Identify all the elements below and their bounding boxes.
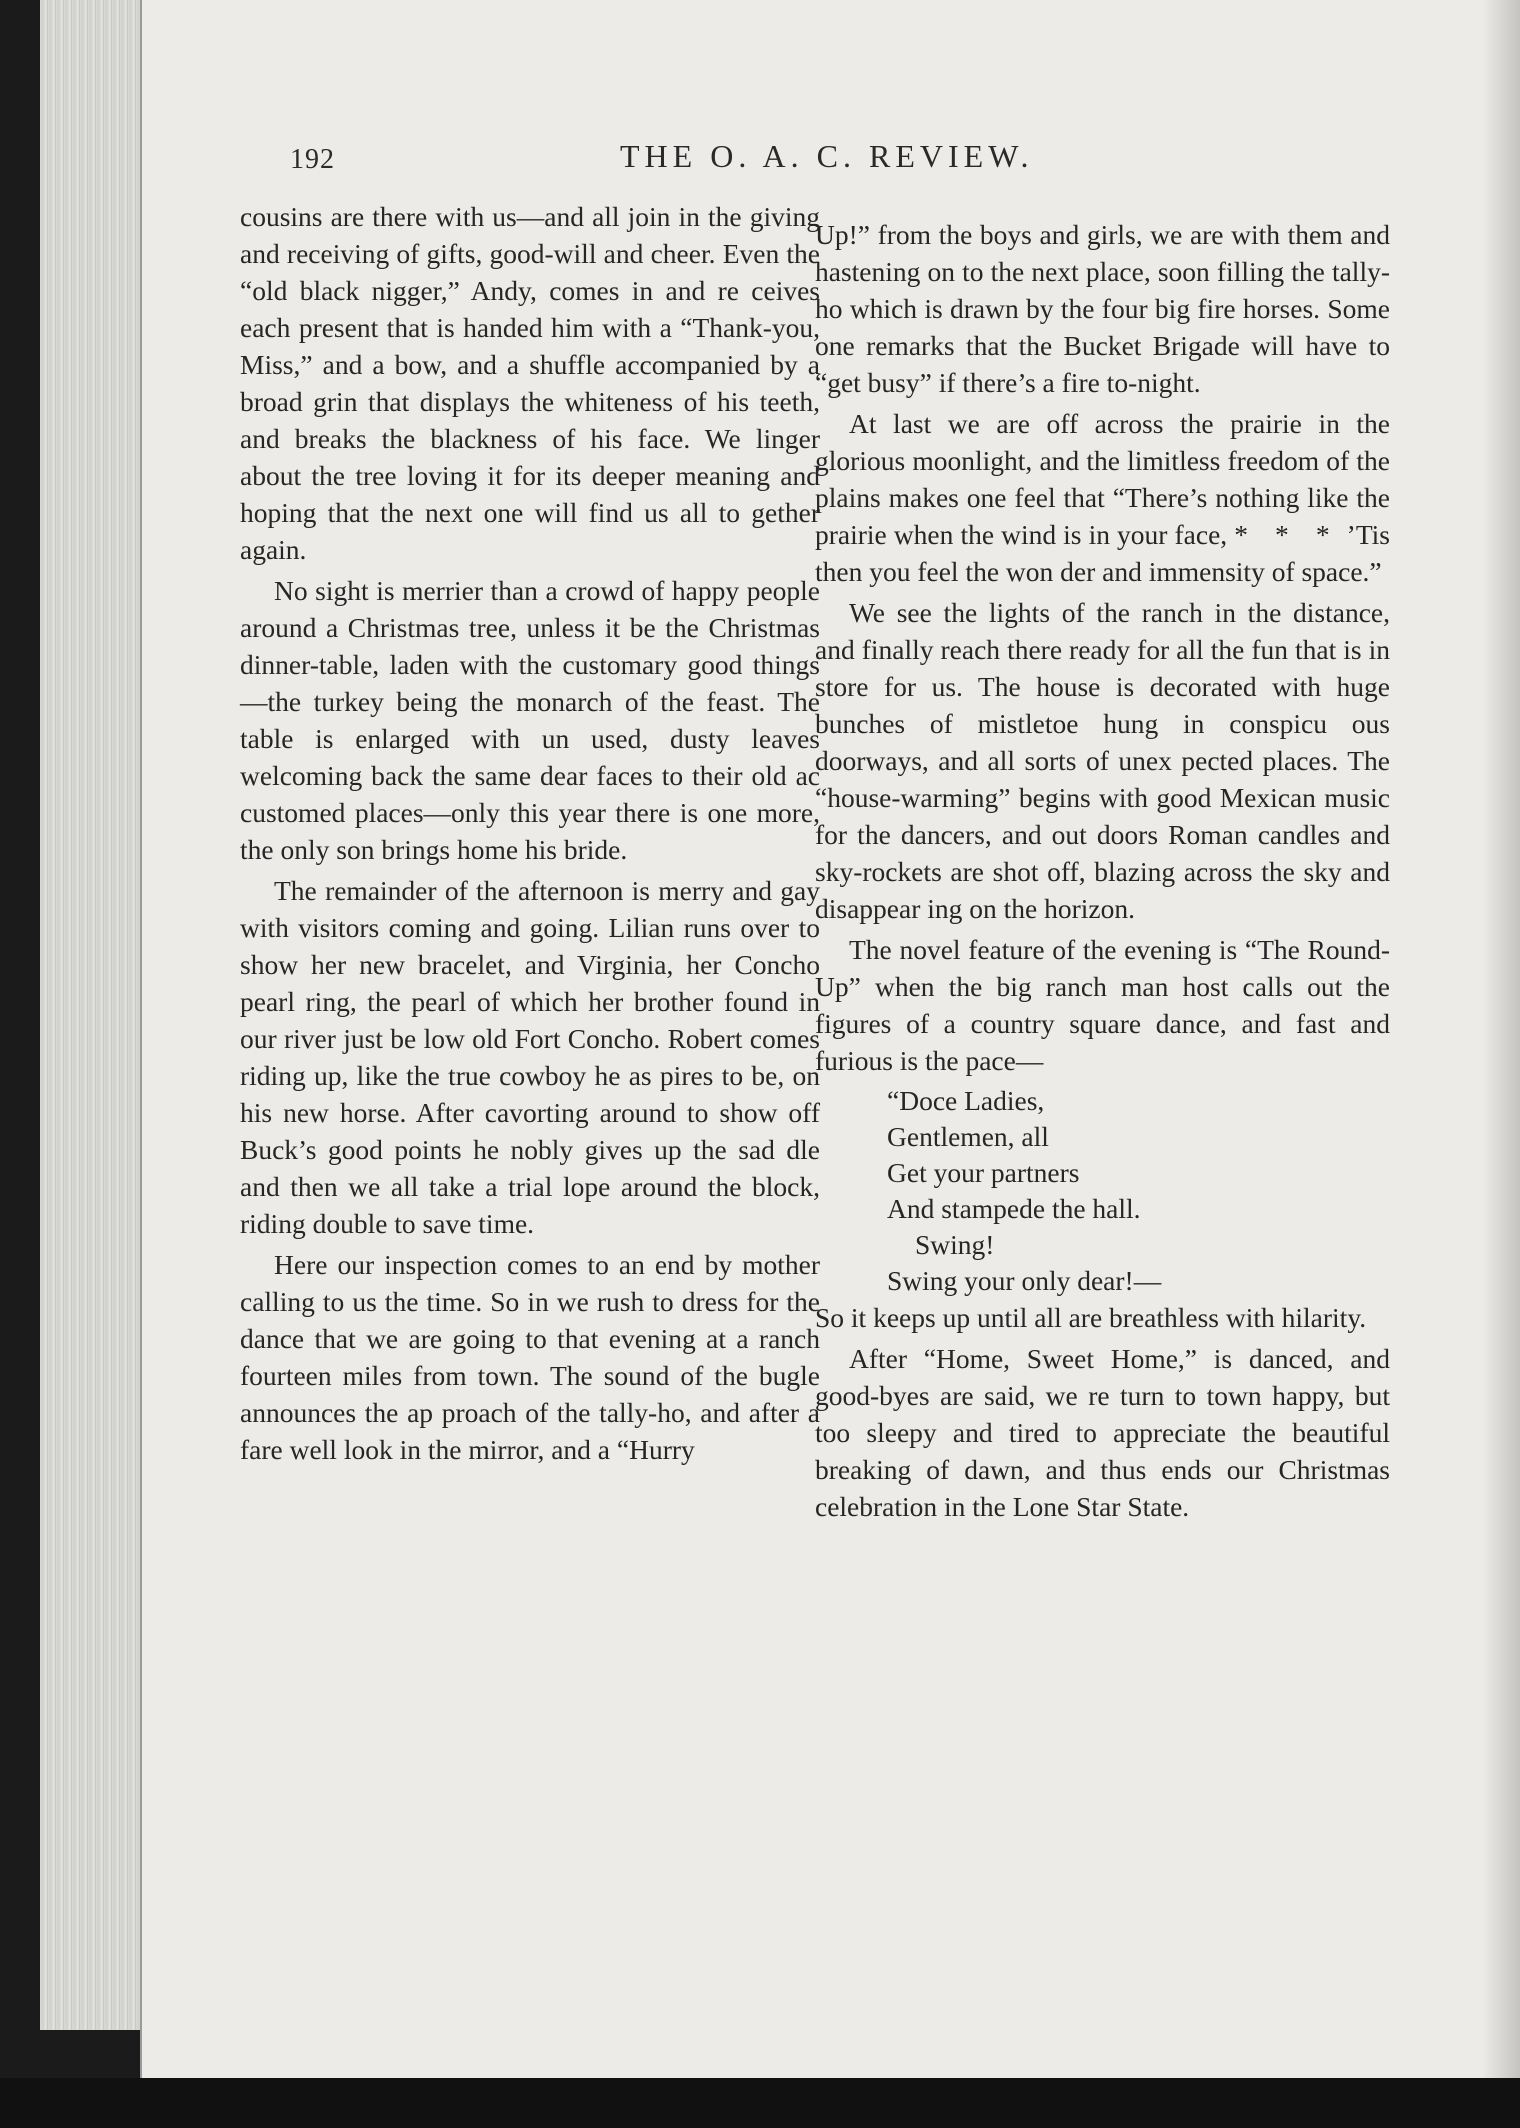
ellipsis-stars: * * * (1234, 519, 1340, 550)
page-header (290, 138, 1070, 178)
paragraph: Here our inspection comes to an end by mother calling to us the time. So in we rush to dress for the dance that we are going to that evening at a ranch fourteen miles from town. The sound of the bugle announces the ap proach of the tally-ho, and after a fare well look in the mirror, and a “Hurry (240, 1249, 820, 1465)
left-column (240, 198, 820, 1472)
verse-line: And stampede the hall. (887, 1193, 1141, 1224)
paragraph: So it keeps up until all are breathless with hilarity. (815, 1302, 1367, 1333)
verse-line: Get your partners (887, 1157, 1080, 1188)
paragraph: We see the lights of the ranch in the distance, and finally reach there ready for all the fun that is in store for us. The house is decorated with huge bunches of mistletoe hung in conspicu ous doorways, and all sorts of unex pected places. The “house-warming” begins with good Mexican music for the dancers, and out doors Roman candles and sky-rockets are shot off, blazing across the sky and disappear ing on the horizon. (815, 597, 1390, 924)
paragraph: No sight is merrier than a crowd of happy people around a Christmas tree, unless it be the Christmas dinner-table, laden with the customary good things —the turkey being the monarch of the feast. The table is enlarged with un used, dusty leaves welcoming back the same dear faces to their old ac customed places—only this year there is one more, the only son brings home his bride. (240, 575, 820, 865)
right-column (815, 216, 1390, 1529)
paragraph-text: At last we are off across the prairie in the glorious moonlight, and the limitless freedom of the plains makes one feel that “There’s nothing like the prairie when the wind is in your face, (815, 408, 1390, 550)
page-number: 192 (290, 144, 335, 175)
paragraph: The novel feature of the evening is “The Round-Up” when the big ranch man host calls out the figures of a country square dance, and fast and furious is the pace— (815, 934, 1390, 1076)
page-shadow (1482, 0, 1520, 2085)
verse-line: Swing! (915, 1229, 995, 1260)
paragraph: Up!” from the boys and girls, we are with them and hastening on to the next place, soon filling the tally-ho which is drawn by the four big fire horses. Some one remarks that the Bucket Brigade will have to “get busy” if there’s a fire to-night. (815, 219, 1390, 398)
paragraph: After “Home, Sweet Home,” is danced, and good-byes are said, we re turn to town happy, but too sleepy and tired to appreciate the beautiful breaking of dawn, and thus ends our Christmas celebration in the Lone Star State. (815, 1343, 1390, 1522)
square-dance-verse (887, 1083, 1390, 1299)
paragraph (815, 405, 1390, 590)
verse-line: Gentlemen, all (887, 1121, 1049, 1152)
verse-line: Swing your only dear!— (887, 1265, 1162, 1296)
paragraph: The remainder of the afternoon is merry and gay with visitors coming and going. Lilian runs over to show her new bracelet, and Virginia, her Concho pearl ring, the pearl of which her brother found in our river just be low old Fort Concho. Robert comes riding up, like the true cowboy he as pires to be, on his new horse. After cavorting around to show off Buck’s good points he nobly gives up the sad dle and then we all take a trial lope around the block, riding double to save time. (240, 875, 820, 1239)
scan-border (0, 2078, 1520, 2128)
paragraph-text: ’Tis then you feel the won der and immensity of space.” (815, 519, 1390, 587)
verse-line: “Doce Ladies, (887, 1085, 1045, 1116)
running-title: THE O. A. C. REVIEW. (620, 138, 1034, 174)
paragraph: cousins are there with us—and all join in the giving and receiving of gifts, good-will and cheer. Even the “old black nigger,” Andy, comes in and re ceives each present that is handed him with a “Thank-you, Miss,” and a bow, and a shuffle accompanied by a broad grin that displays the whiteness of his teeth, and breaks the blackness of his face. We linger about the tree loving it for its deeper meaning and hoping that the next one will find us all to gether again. (240, 201, 820, 565)
